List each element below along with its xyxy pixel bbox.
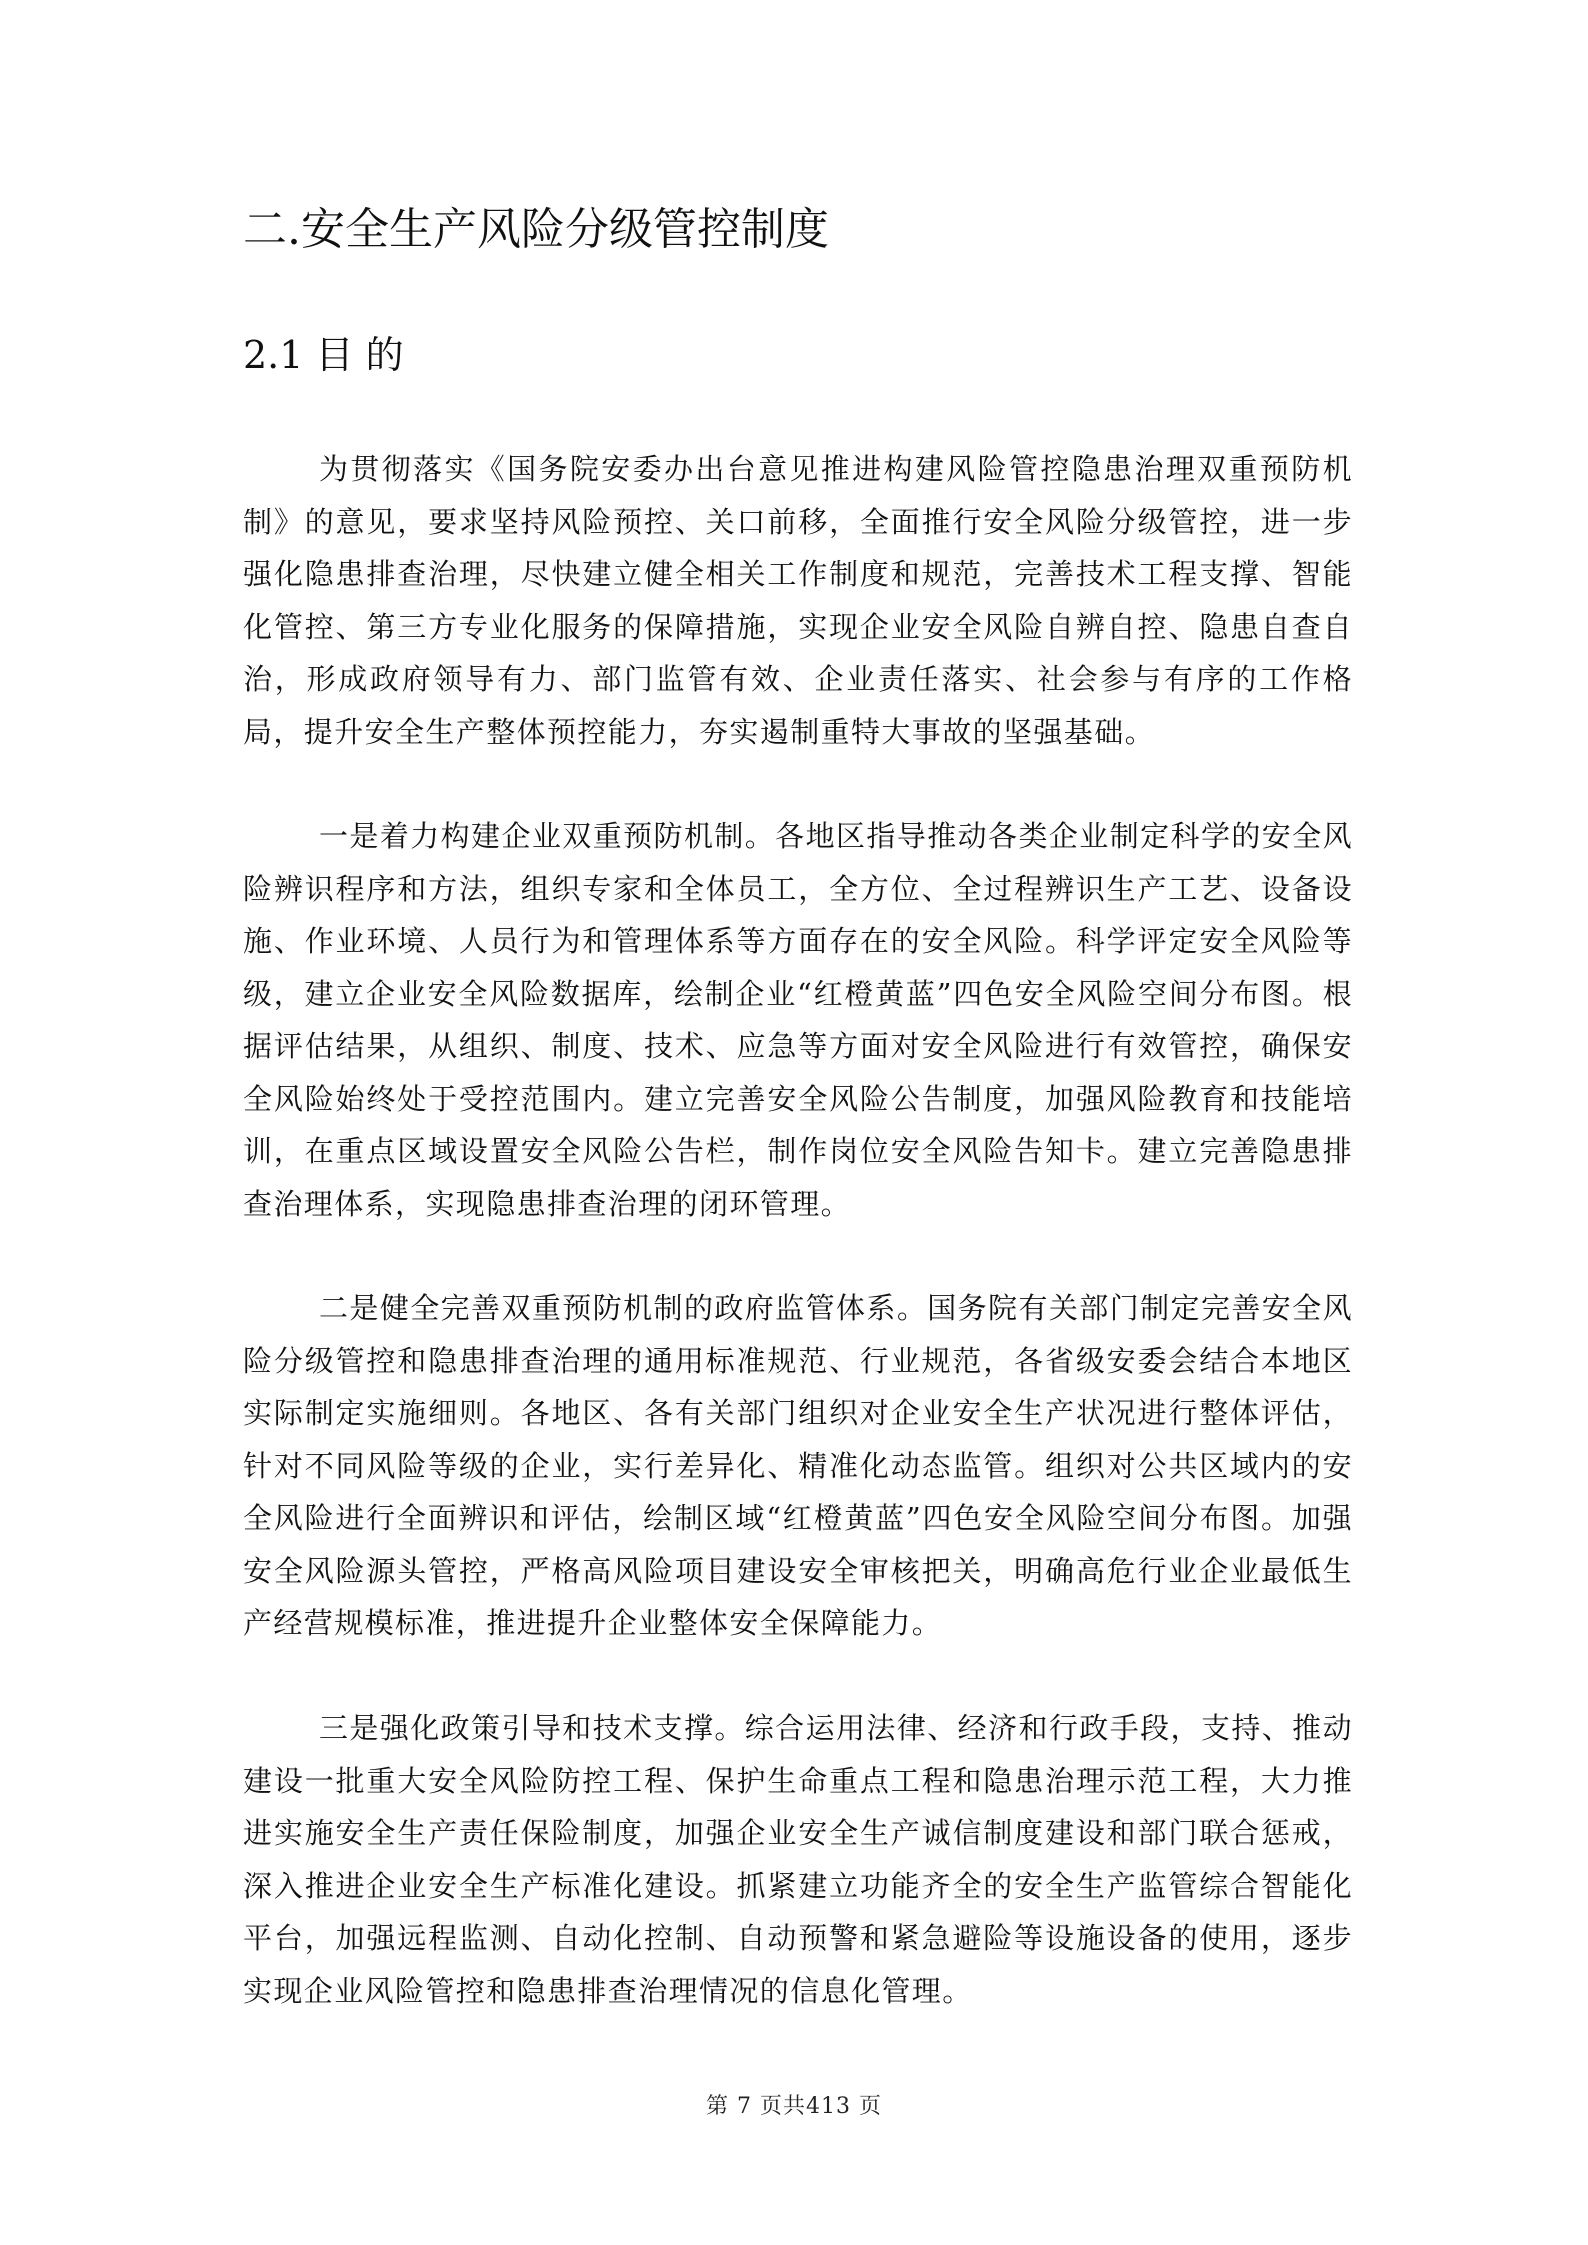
body-paragraph: 一是着力构建企业双重预防机制。各地区指导推动各类企业制定科学的安全风险辨识程序和方法，组织专家和全体员工，全方位、全过程辨识生产工艺、设备设施、作业环境、人员行为和管理体系等方面存在的安全风险。科学评定安全风险等级，建立企业安全风险数据库，绘制企业“红橙黄蓝”四色安全风险空间分布图。根据评估结果，从组织、制度、技术、应急等方面对安全风险进行有效管控，确保安全风险始终处于受控范围内。建立完善安全风险公告制度，加强风险教育和技能培训，在重点区域设置安全风险公告栏，制作岗位安全风险告知卡。建立完善隐患排查治理体系，实现隐患排查治理的闭环管理。 [243, 819, 1353, 1221]
body-paragraph: 为贯彻落实《国务院安委办出台意见推进构建风险管控隐患治理双重预防机制》的意见，要求坚持风险预控、关口前移，全面推行安全风险分级管控，进一步强化隐患排查治理，尽快建立健全相关工作制度和规范，完善技术工程支撑、智能化管控、第三方专业化服务的保障措施，实现企业安全风险自辨自控、隐患自查自治，形成政府领导有力、部门监管有效、企业责任落实、社会参与有序的工作格局，提升安全生产整体预控能力，夯实遏制重特大事故的坚强基础。 [243, 452, 1353, 749]
page-footer: 第 7 页共413 页 [706, 2094, 882, 2119]
subsection-heading: 2.1 目 的 [243, 333, 404, 377]
section-heading: 二.安全生产风险分级管控制度 [243, 204, 829, 255]
body-paragraph: 二是健全完善双重预防机制的政府监管体系。国务院有关部门制定完善安全风险分级管控和隐患排查治理的通用标准规范、行业规范，各省级安委会结合本地区实际制定实施细则。各地区、各有关部门组织对企业安全生产状况进行整体评估，针对不同风险等级的企业，实行差异化、精准化动态监管。组织对公共区域内的安全风险进行全面辨识和评估，绘制区域“红橙黄蓝”四色安全风险空间分布图。加强安全风险源头管控，严格高风险项目建设安全审核把关，明确高危行业企业最低生产经营规模标准，推进提升企业整体安全保障能力。 [243, 1291, 1353, 1640]
body-paragraph: 三是强化政策引导和技术支撑。综合运用法律、经济和行政手段，支持、推动建设一批重大安全风险防控工程、保护生命重点工程和隐患治理示范工程，大力推进实施安全生产责任保险制度，加强企业安全生产诚信制度建设和部门联合惩戒，深入推进企业安全生产标准化建设。抓紧建立功能齐全的安全生产监管综合智能化平台，加强远程监测、自动化控制、自动预警和紧急避险等设施设备的使用，逐步实现企业风险管控和隐患排查治理情况的信息化管理。 [243, 1711, 1353, 2008]
